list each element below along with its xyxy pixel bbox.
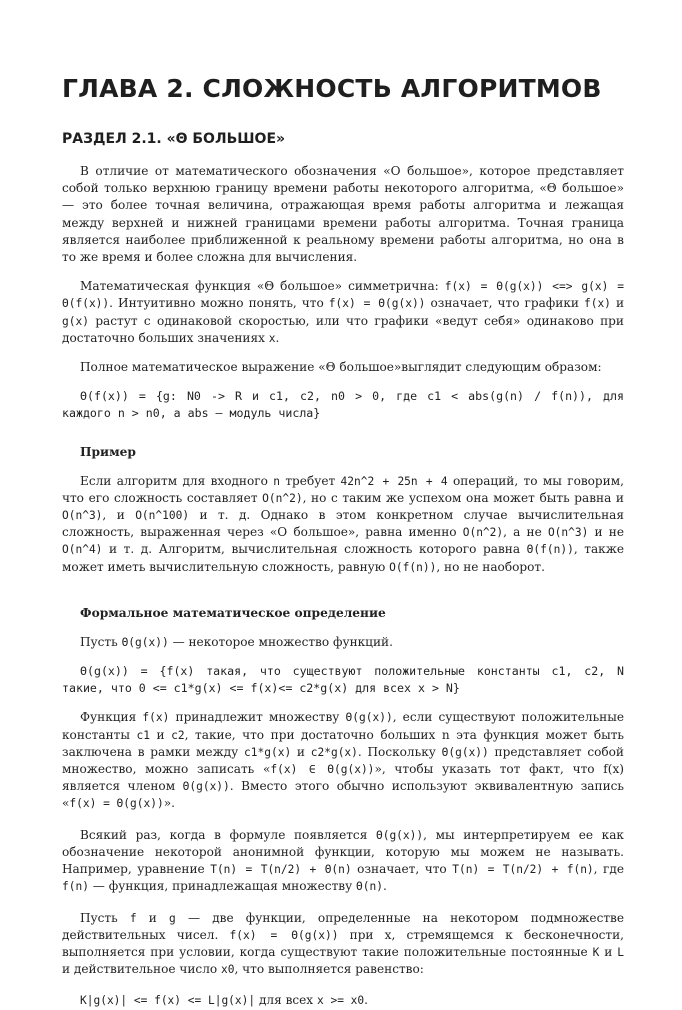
text-run: и: [599, 944, 618, 959]
text-run: Математическая функция «Θ большое» симметрична:: [80, 279, 445, 294]
text-run: и: [136, 910, 170, 925]
text-run: и не: [588, 525, 624, 540]
inline-code: Θ(g(x)): [121, 635, 169, 649]
text-run: требует: [280, 473, 341, 488]
inline-code: T(n) = T(n/2) + Θ(n): [210, 863, 352, 877]
inline-code: f(x) = Θ(g(x)): [328, 297, 426, 311]
text-run: ».: [163, 796, 175, 811]
text-run: для всех: [255, 993, 317, 1008]
text-run: Если алгоритм для входного: [80, 473, 274, 488]
text-run: », чтобы указать тот факт, что f(x) является членом: [62, 762, 625, 794]
inline-code: O(n^3): [547, 526, 589, 540]
paragraph-example: [62, 473, 624, 576]
text-run: — функция, принадлежащая множеству: [88, 879, 357, 894]
inline-code: x0: [221, 963, 235, 977]
text-run: , если существуют положительные константы: [62, 710, 625, 742]
text-run: , что выполняется равенство:: [234, 962, 424, 977]
text-run: .: [383, 879, 387, 894]
text-run: , также может иметь вычислительную сложность, равную: [62, 542, 624, 574]
text-run: принадлежит множеству: [169, 710, 346, 725]
inline-code: O(n^2): [262, 491, 303, 505]
inline-code: g: [169, 911, 176, 925]
inline-code: f(x): [583, 297, 611, 311]
inline-code: L: [617, 945, 624, 959]
paragraph-let-theta: [62, 634, 624, 651]
paragraph-anonymous-function: [62, 827, 624, 896]
inline-code: Θ(n): [356, 880, 383, 894]
text-run: Пусть: [80, 634, 122, 649]
inline-code: Θ(g(x)): [441, 745, 489, 759]
inline-code: f(x) = Θ(g(x)) <=> g(x) = Θ(f(x)): [62, 280, 624, 311]
inline-code: f(x): [142, 711, 170, 725]
text-run: , такие, что при достаточно больших n эта функция может быть заключена в рамки между: [62, 727, 625, 759]
text-run: . Интуитивно можно понять, что: [109, 296, 329, 311]
text-run: означает, что: [351, 862, 453, 877]
inline-code: c2: [171, 728, 185, 742]
text-run: , а не: [503, 525, 548, 540]
inline-code: O(n^100): [135, 509, 190, 523]
inline-code: c1: [136, 728, 150, 742]
text-run: и т. д. Алгоритм, вычислительная сложность которого равна: [102, 542, 527, 557]
text-run: и: [150, 727, 172, 742]
text-run: Пусть: [80, 910, 130, 925]
inline-code: Θ(g(x)): [375, 828, 424, 842]
text-run: и: [291, 744, 311, 759]
inline-code: f(n): [62, 880, 89, 894]
text-run: — некоторое множество функций.: [168, 634, 393, 649]
inline-code: O(n^2): [462, 526, 504, 540]
inline-code: O(n^4): [62, 543, 103, 557]
code-theta-definition: Θ(f(x)) = {g: N0 -> R и c1, c2, n0 > 0, где c1 < abs(g(n) / f(n)), для каждого n > n0, а abs – модуль числа}: [62, 389, 624, 421]
inline-code: K: [592, 945, 600, 959]
text-run: . Поскольку: [357, 744, 442, 759]
inline-code: c2*g(x): [310, 745, 358, 759]
chapter-title: ГЛАВА 2. СЛОЖНОСТЬ АЛГОРИТМОВ: [62, 74, 602, 103]
text-run: , но с таким же успехом она может быть равна и: [302, 490, 624, 505]
formal-definition-heading: Формальное математическое определение: [80, 605, 386, 620]
code-set-definition: Θ(g(x)) = {f(x) такая, что существуют положительные константы c1, c2, N такие, что 0 <= c1*g(x) <= f(x)<= c2*g(x) для всех x > N}: [62, 664, 624, 696]
paragraph-inequality: [62, 992, 624, 1009]
paragraph-membership: [62, 709, 624, 812]
text-run: и: [610, 296, 625, 311]
inline-code: T(n) = T(n/2) + f(n): [452, 863, 594, 877]
text-run: , но не наоборот.: [436, 559, 545, 574]
inline-code: f: [129, 911, 137, 925]
example-heading: Пример: [80, 444, 136, 459]
inline-code: n: [273, 474, 280, 488]
inline-code: x >= x0: [316, 994, 365, 1008]
text-run: . Вместо этого обычно используют эквивалентную запись «: [62, 779, 624, 811]
inline-code: Θ(g(x)): [345, 711, 393, 725]
inline-code: Θ(f(n)): [526, 543, 574, 557]
paragraph-real-functions: [62, 910, 624, 979]
text-run: , где: [593, 862, 624, 877]
paragraph-intro: В отличие от математического обозначения «О большое», которое представляет собой только верхнюю границу времени работы некоторого алгоритма, «Θ большое» — это более точная величина, отражающая время работы алгоритма и лежащая между верхней и нижней границами времени работы алгоритма. Точная граница является наиболее приближенной к реальному времени работы алгоритма, но она в то же время и более сложна для вычисления.: [62, 164, 624, 265]
inline-code: x: [268, 331, 276, 345]
inline-code: O(n^3): [62, 509, 103, 523]
text-run: означает, что графики: [425, 296, 584, 311]
text-run: растут с одинаковой скоростью, или что графики «ведут себя» одинаково при достаточно больших значениях: [62, 313, 624, 345]
inline-code: 42n^2 + 25n + 4: [340, 474, 448, 488]
inline-code: O(f(n)): [389, 560, 437, 574]
text-run: при x, стремящемся к бесконечности, выполняется при условии, когда существуют такие положительные постоянные: [62, 927, 625, 959]
inline-code: Θ(g(x)): [182, 780, 230, 794]
text-run: представляет собой множество, можно записать «: [62, 744, 624, 777]
paragraph-symmetry: [62, 278, 624, 347]
text-run: .: [364, 993, 368, 1008]
paragraph-full-expression: Полное математическое выражение «Θ большое»выглядит следующим образом:: [80, 360, 602, 375]
inline-code: g(x): [62, 314, 89, 328]
text-run: Функция: [80, 710, 143, 725]
inline-code: f(x) = Θ(g(x)): [69, 797, 164, 811]
section-title: РАЗДЕЛ 2.1. «Θ БОЛЬШОЕ»: [62, 131, 286, 147]
text-run: , мы интерпретируем ее как обозначение некоторой анонимной функции, которую мы можем не называть. Например, уравнение: [62, 827, 624, 877]
inline-code: K|g(x)| <= f(x) <= L|g(x)|: [80, 994, 256, 1008]
text-run: и действительное число: [62, 962, 221, 977]
text-run: и т. д. Однако в этом конкретном случае вычислительная сложность, выраженная через «О большое», равна именно: [62, 508, 625, 540]
text-run: Всякий раз, когда в формуле появляется: [80, 827, 376, 842]
inline-code: f(x) ∈ Θ(g(x)): [270, 763, 375, 777]
text-run: — две функции, определенные на некотором подмножестве действительных чисел.: [62, 910, 624, 942]
text-run: .: [275, 330, 280, 345]
inline-code: c1*g(x): [244, 745, 292, 759]
text-run: операций, то мы говорим, что его сложность составляет: [62, 473, 624, 505]
inline-code: f(x) = Θ(g(x)): [229, 928, 339, 942]
text-run: , и: [102, 508, 136, 523]
